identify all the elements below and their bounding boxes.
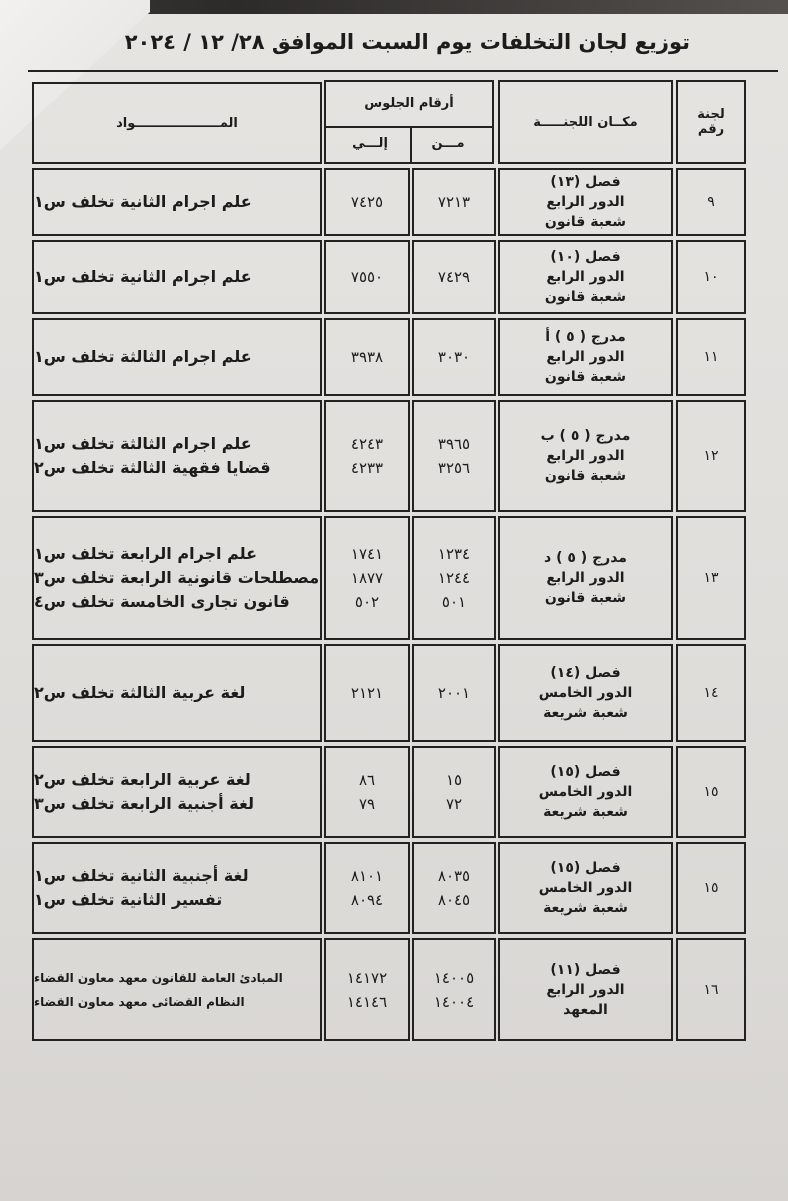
subjects-cell [32,318,322,396]
committee-place-line: الدور الرابع [546,570,625,586]
seat-from-line: ٧٢ [445,795,463,813]
committee-place-line: الدور الخامس [538,784,633,800]
header-committee-line1: لجنة [697,107,725,122]
seat-from-line: ١٢٤٤ [437,569,471,587]
seat-to-line: ٨٠٩٤ [350,891,384,909]
committee-place-line: فصل (١٥) [550,860,621,876]
seat-to-line: ١٤١٤٦ [346,992,388,1011]
seat-to-line: ٤٢٣٣ [350,459,384,477]
subjects-cell [32,516,322,640]
committee-place-cell [498,168,673,236]
committee-place-cell [498,938,673,1041]
seat-from-cell [412,746,496,838]
seat-to-cell [324,400,410,512]
committee-place-line: فصل (١٥) [550,764,621,780]
committee-place-line: شعبة شريعة [543,900,628,916]
committee-number-cell [676,516,746,640]
seat-to-line: ٢١٢١ [350,684,384,702]
committee-place-cell [498,842,673,934]
subjects-cell [32,746,322,838]
seat-to-line: ٧٩ [358,795,376,813]
subjects-line: علم اجرام الثانية تخلف س١ [34,267,252,286]
seat-from-line: ١٤٠٠٥ [433,968,475,987]
seat-from-line: ١٤٠٠٤ [433,992,475,1011]
committee-place-line: شعبة قانون [544,369,627,385]
header-subjects-label: المـــــــــــــــــــواد [116,115,238,131]
seat-from-cell [412,240,496,314]
committee-place-line: الدور الرابع [546,269,625,285]
header-subjects [32,82,322,164]
subjects-line: النظام القضائى معهد معاون القضاء [34,994,245,1009]
seat-from-line: ٢٠٠١ [437,684,471,702]
seat-to-line: ٨٦ [358,771,376,789]
seat-from-line: ٣٢٥٦ [437,459,471,477]
committee-number-cell [676,746,746,838]
committee-number-line: ١٣ [703,570,719,586]
committee-place-line: الدور الخامس [538,880,633,896]
seat-from-cell [412,842,496,934]
seat-from-cell [412,938,496,1041]
committee-place-cell [498,240,673,314]
subjects-cell [32,168,322,236]
subjects-line: لغة أجنبية الرابعة تخلف س٣ [34,794,254,813]
seat-from-line: ٥٠١ [441,593,467,611]
committee-place-line: المعهد [563,1001,608,1018]
committee-number-line: ١٤ [703,685,719,701]
seat-to-line: ١٤١٧٢ [346,968,388,987]
committee-place-cell [498,400,673,512]
committee-place-line: شعبة قانون [544,590,627,606]
committee-number-cell [676,644,746,742]
seat-from-line: ٣٩٦٥ [437,435,471,453]
seat-from-cell [412,516,496,640]
subjects-line: المبادئ العامة للقانون معهد معاون القضاء [34,970,283,985]
seat-from-line: ١٢٣٤ [437,545,471,563]
seat-from-line: ٨٠٣٥ [437,867,471,885]
subjects-line: علم اجرام الرابعة تخلف س١ [34,544,258,563]
seat-from-cell [412,400,496,512]
committee-place-line: شعبة قانون [544,468,627,484]
committee-place-cell [498,746,673,838]
committee-number-line: ١١ [703,349,719,365]
committee-place-line: فصل (١١) [550,961,621,978]
committee-place-line: فصل (١٤) [550,665,621,681]
seat-from-cell [412,644,496,742]
seat-from-line: ١٥ [445,771,463,789]
committee-number-line: ١٦ [703,981,719,998]
committee-number-line: ١٢ [703,448,719,464]
seat-to-line: ١٨٧٧ [350,569,384,587]
seat-to-line: ٧٤٢٥ [350,193,384,211]
seat-to-cell [324,318,410,396]
committee-number-line: ١٥ [703,880,719,896]
committee-place-line: شعبة قانون [544,289,627,305]
committee-place-cell [498,644,673,742]
committee-place-line: فصل (١٠) [550,249,621,265]
committee-number-cell [676,318,746,396]
seat-to-line: ٨١٠١ [350,867,384,885]
committee-place-line: مدرج ( ٥ ) أ [545,329,626,345]
subjects-cell [32,400,322,512]
header-seats-divider [326,126,492,128]
seat-to-cell [324,938,410,1041]
header-place [498,80,673,164]
seat-to-line: ٥٠٢ [354,593,380,611]
committee-number-cell [676,400,746,512]
subjects-line: علم اجرام الثانية تخلف س١ [34,192,252,211]
header-committee-line2: رقم [697,122,725,137]
seat-to-line: ٧٥٥٠ [350,268,384,286]
subjects-cell [32,240,322,314]
committee-place-line: شعبة قانون [544,214,627,230]
seat-to-cell [324,516,410,640]
subjects-line: مصطلحات قانونية الرابعة تخلف س٣ [34,568,320,587]
subjects-line: قانون تجارى الخامسة تخلف س٤ [34,592,290,611]
committee-place-cell [498,318,673,396]
header-seats-label: أرقام الجلوس [364,96,454,111]
subjects-cell [32,938,322,1041]
subjects-line: لغة عربية الثالثة تخلف س٢ [34,683,246,702]
distribution-table [28,70,778,1047]
committee-place-line: الدور الخامس [538,685,633,701]
seat-to-cell [324,168,410,236]
committee-number-line: ١٥ [703,784,719,800]
seat-to-cell [324,644,410,742]
header-from-label: مـــن [431,136,465,151]
subjects-line: علم اجرام الثالثة تخلف س١ [34,434,252,453]
subjects-line: تفسير الثانية تخلف س١ [34,890,223,909]
header-committee [676,80,746,164]
committee-place-line: الدور الرابع [546,448,625,464]
header-to-label: إلـــي [352,136,388,151]
subjects-line: لغة أجنبية الثانية تخلف س١ [34,866,249,885]
subjects-cell [32,644,322,742]
committee-number-cell [676,938,746,1041]
seat-to-cell [324,746,410,838]
committee-place-line: فصل (١٣) [550,174,621,190]
seat-to-line: ١٧٤١ [350,545,384,563]
committee-number-cell [676,842,746,934]
committee-place-line: شعبة شريعة [543,705,628,721]
committee-place-line: الدور الرابع [546,981,625,998]
committee-place-line: الدور الرابع [546,194,625,210]
committee-number-cell [676,168,746,236]
seat-to-line: ٣٩٣٨ [350,348,384,366]
subjects-line: لغة عربية الرابعة تخلف س٢ [34,770,251,789]
seat-to-cell [324,240,410,314]
seat-to-line: ٤٢٤٣ [350,435,384,453]
seat-from-line: ٧٢١٣ [437,193,471,211]
committee-number-line: ٩ [707,194,715,210]
committee-place-line: الدور الرابع [546,349,625,365]
committee-number-cell [676,240,746,314]
seat-from-cell [412,168,496,236]
seat-from-cell [412,318,496,396]
seat-from-line: ٣٠٣٠ [437,348,471,366]
committee-place-line: مدرج ( ٥ ) د [544,550,627,566]
committee-place-line: مدرج ( ٥ ) ب [540,428,631,444]
subjects-cell [32,842,322,934]
header-seats [324,80,494,164]
seat-from-line: ٨٠٤٥ [437,891,471,909]
seat-from-line: ٧٤٢٩ [437,268,471,286]
subjects-line: علم اجرام الثالثة تخلف س١ [34,347,252,366]
committee-place-line: شعبة شريعة [543,804,628,820]
header-place-label: مكــان اللجنـــــة [533,114,638,130]
subjects-line: قضايا فقهية الثالثة تخلف س٢ [34,458,271,477]
committee-place-cell [498,516,673,640]
page-title: توزيع لجان التخلفات يوم السبت الموافق ٢٨/ ١٢ / ٢٠٢٤ [124,30,690,54]
seat-to-cell [324,842,410,934]
committee-number-line: ١٠ [703,269,719,285]
